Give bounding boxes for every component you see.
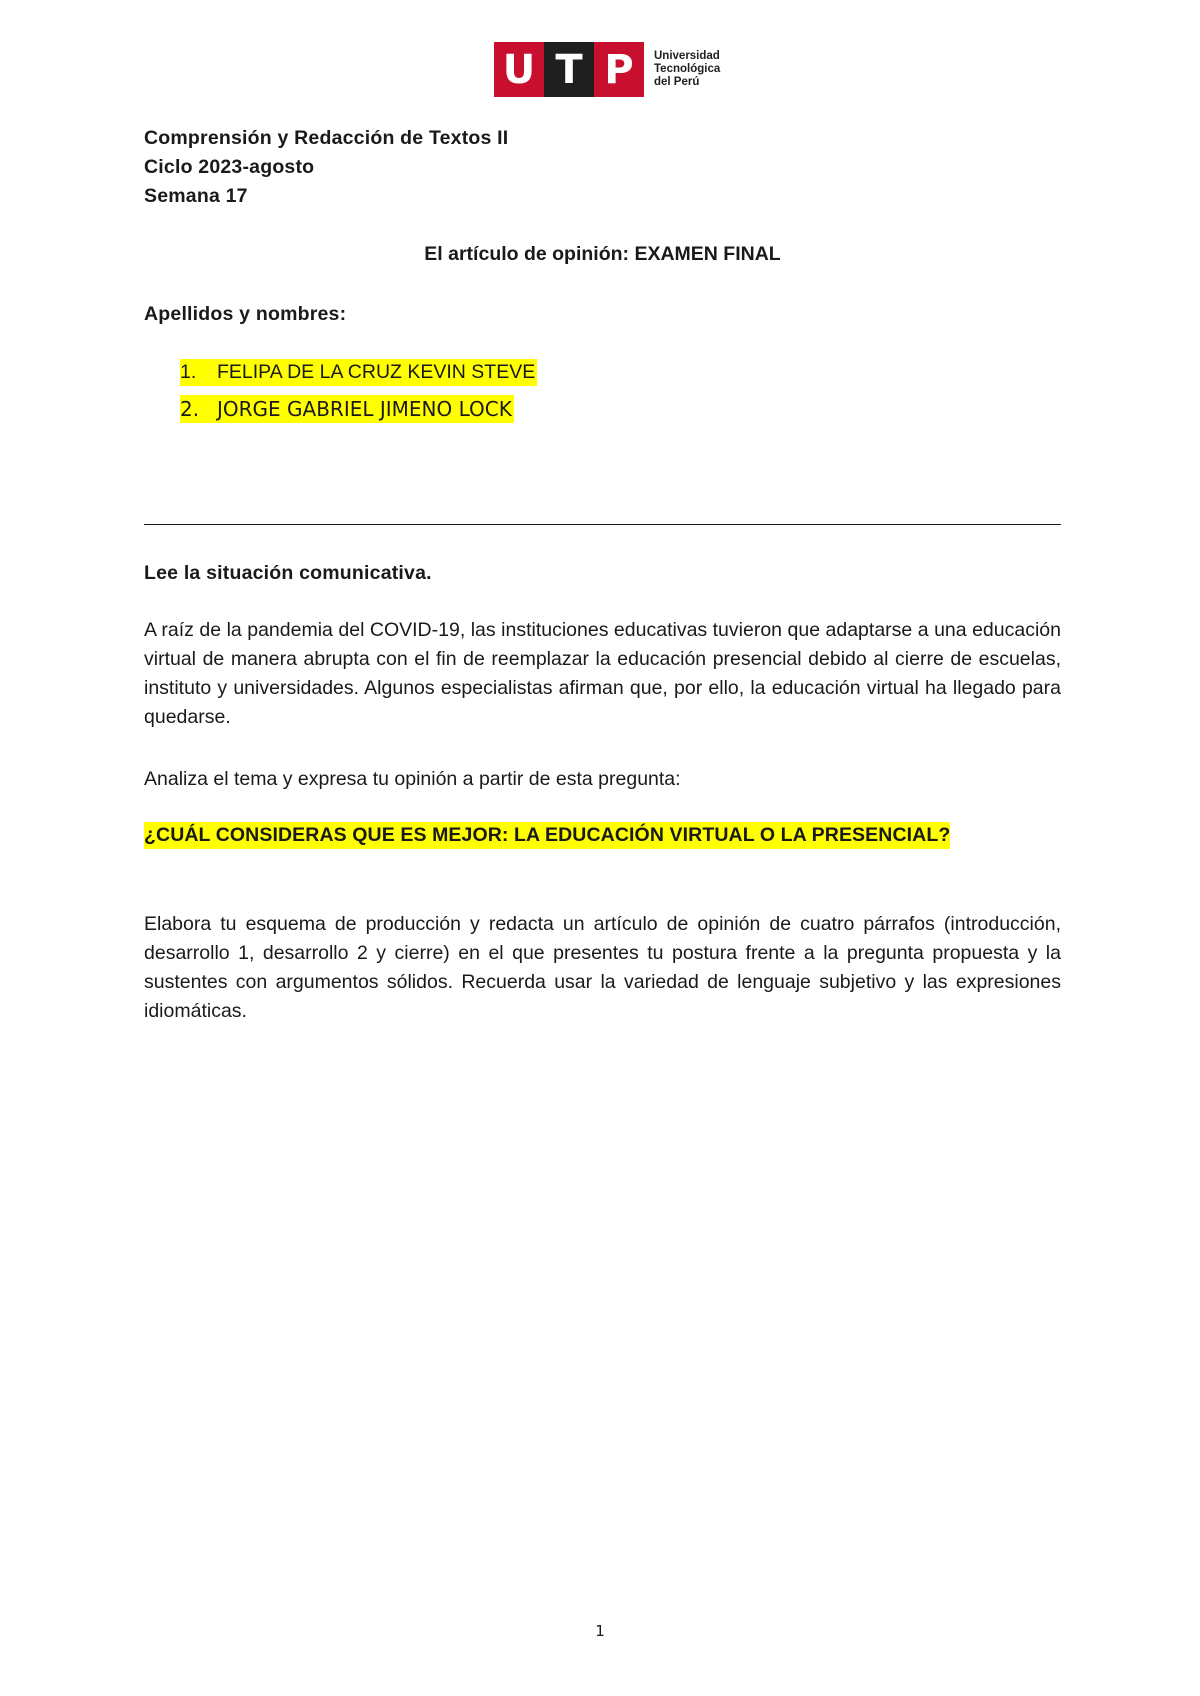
- names-label: Apellidos y nombres:: [144, 303, 347, 325]
- situation-heading: Lee la situación comunicativa.: [144, 562, 432, 584]
- situation-paragraph: A raíz de la pandemia del COVID-19, las instituciones educativas tuvieron que adaptarse a una educación virtual de manera abrupta con el fin de reemplazar la educación presencial debido al cierre de escuelas, instituto y universidades. Algunos especialistas afirman que, por ello, la educación virtual ha llegado para quedarse.: [144, 619, 1061, 728]
- logo-name-line-3: del Perú: [654, 76, 700, 88]
- utp-logo: [494, 42, 720, 97]
- member-item-1: [180, 359, 537, 386]
- cycle-label: Ciclo 2023-agosto: [144, 156, 315, 178]
- member-name-2: JORGE GABRIEL JIMENO LOCK: [217, 397, 512, 421]
- week-label: Semana 17: [144, 185, 248, 207]
- exam-question: ¿CUÁL CONSIDERAS QUE ES MEJOR: LA EDUCACIÓN VIRTUAL O LA PRESENCIAL?: [144, 822, 950, 849]
- logo-university-name: [654, 50, 720, 89]
- instruction-text: Analiza el tema y expresa tu opinión a partir de esta pregunta:: [144, 768, 681, 790]
- logo-letter-p: P: [594, 42, 644, 97]
- logo-name-line-1: Universidad: [654, 50, 720, 62]
- page-number: 1: [595, 1622, 605, 1640]
- logo-letter-t: T: [544, 42, 594, 97]
- member-item-2: [180, 395, 514, 423]
- separator-line: [144, 524, 1061, 525]
- course-name: Comprensión y Redacción de Textos II: [144, 127, 509, 149]
- document-title: El artículo de opinión: EXAMEN FINAL: [424, 243, 781, 265]
- member-number-1: 1.: [180, 361, 197, 383]
- member-number-2: 2.: [180, 397, 200, 421]
- logo-name-line-2: Tecnológica: [654, 63, 721, 75]
- member-name-1: FELIPA DE LA CRUZ KEVIN STEVE: [217, 361, 536, 383]
- task-paragraph: Elabora tu esquema de producción y redacta un artículo de opinión de cuatro párrafos (introducción, desarrollo 1, desarrollo 2 y cierre) en el que presentes tu postura frente a la pregunta propuesta y la sustentes con argumentos sólidos. Recuerda usar la variedad de lenguaje subjetivo y las expresiones idiomáticas.: [144, 913, 1061, 1022]
- logo-letter-u: U: [494, 42, 544, 97]
